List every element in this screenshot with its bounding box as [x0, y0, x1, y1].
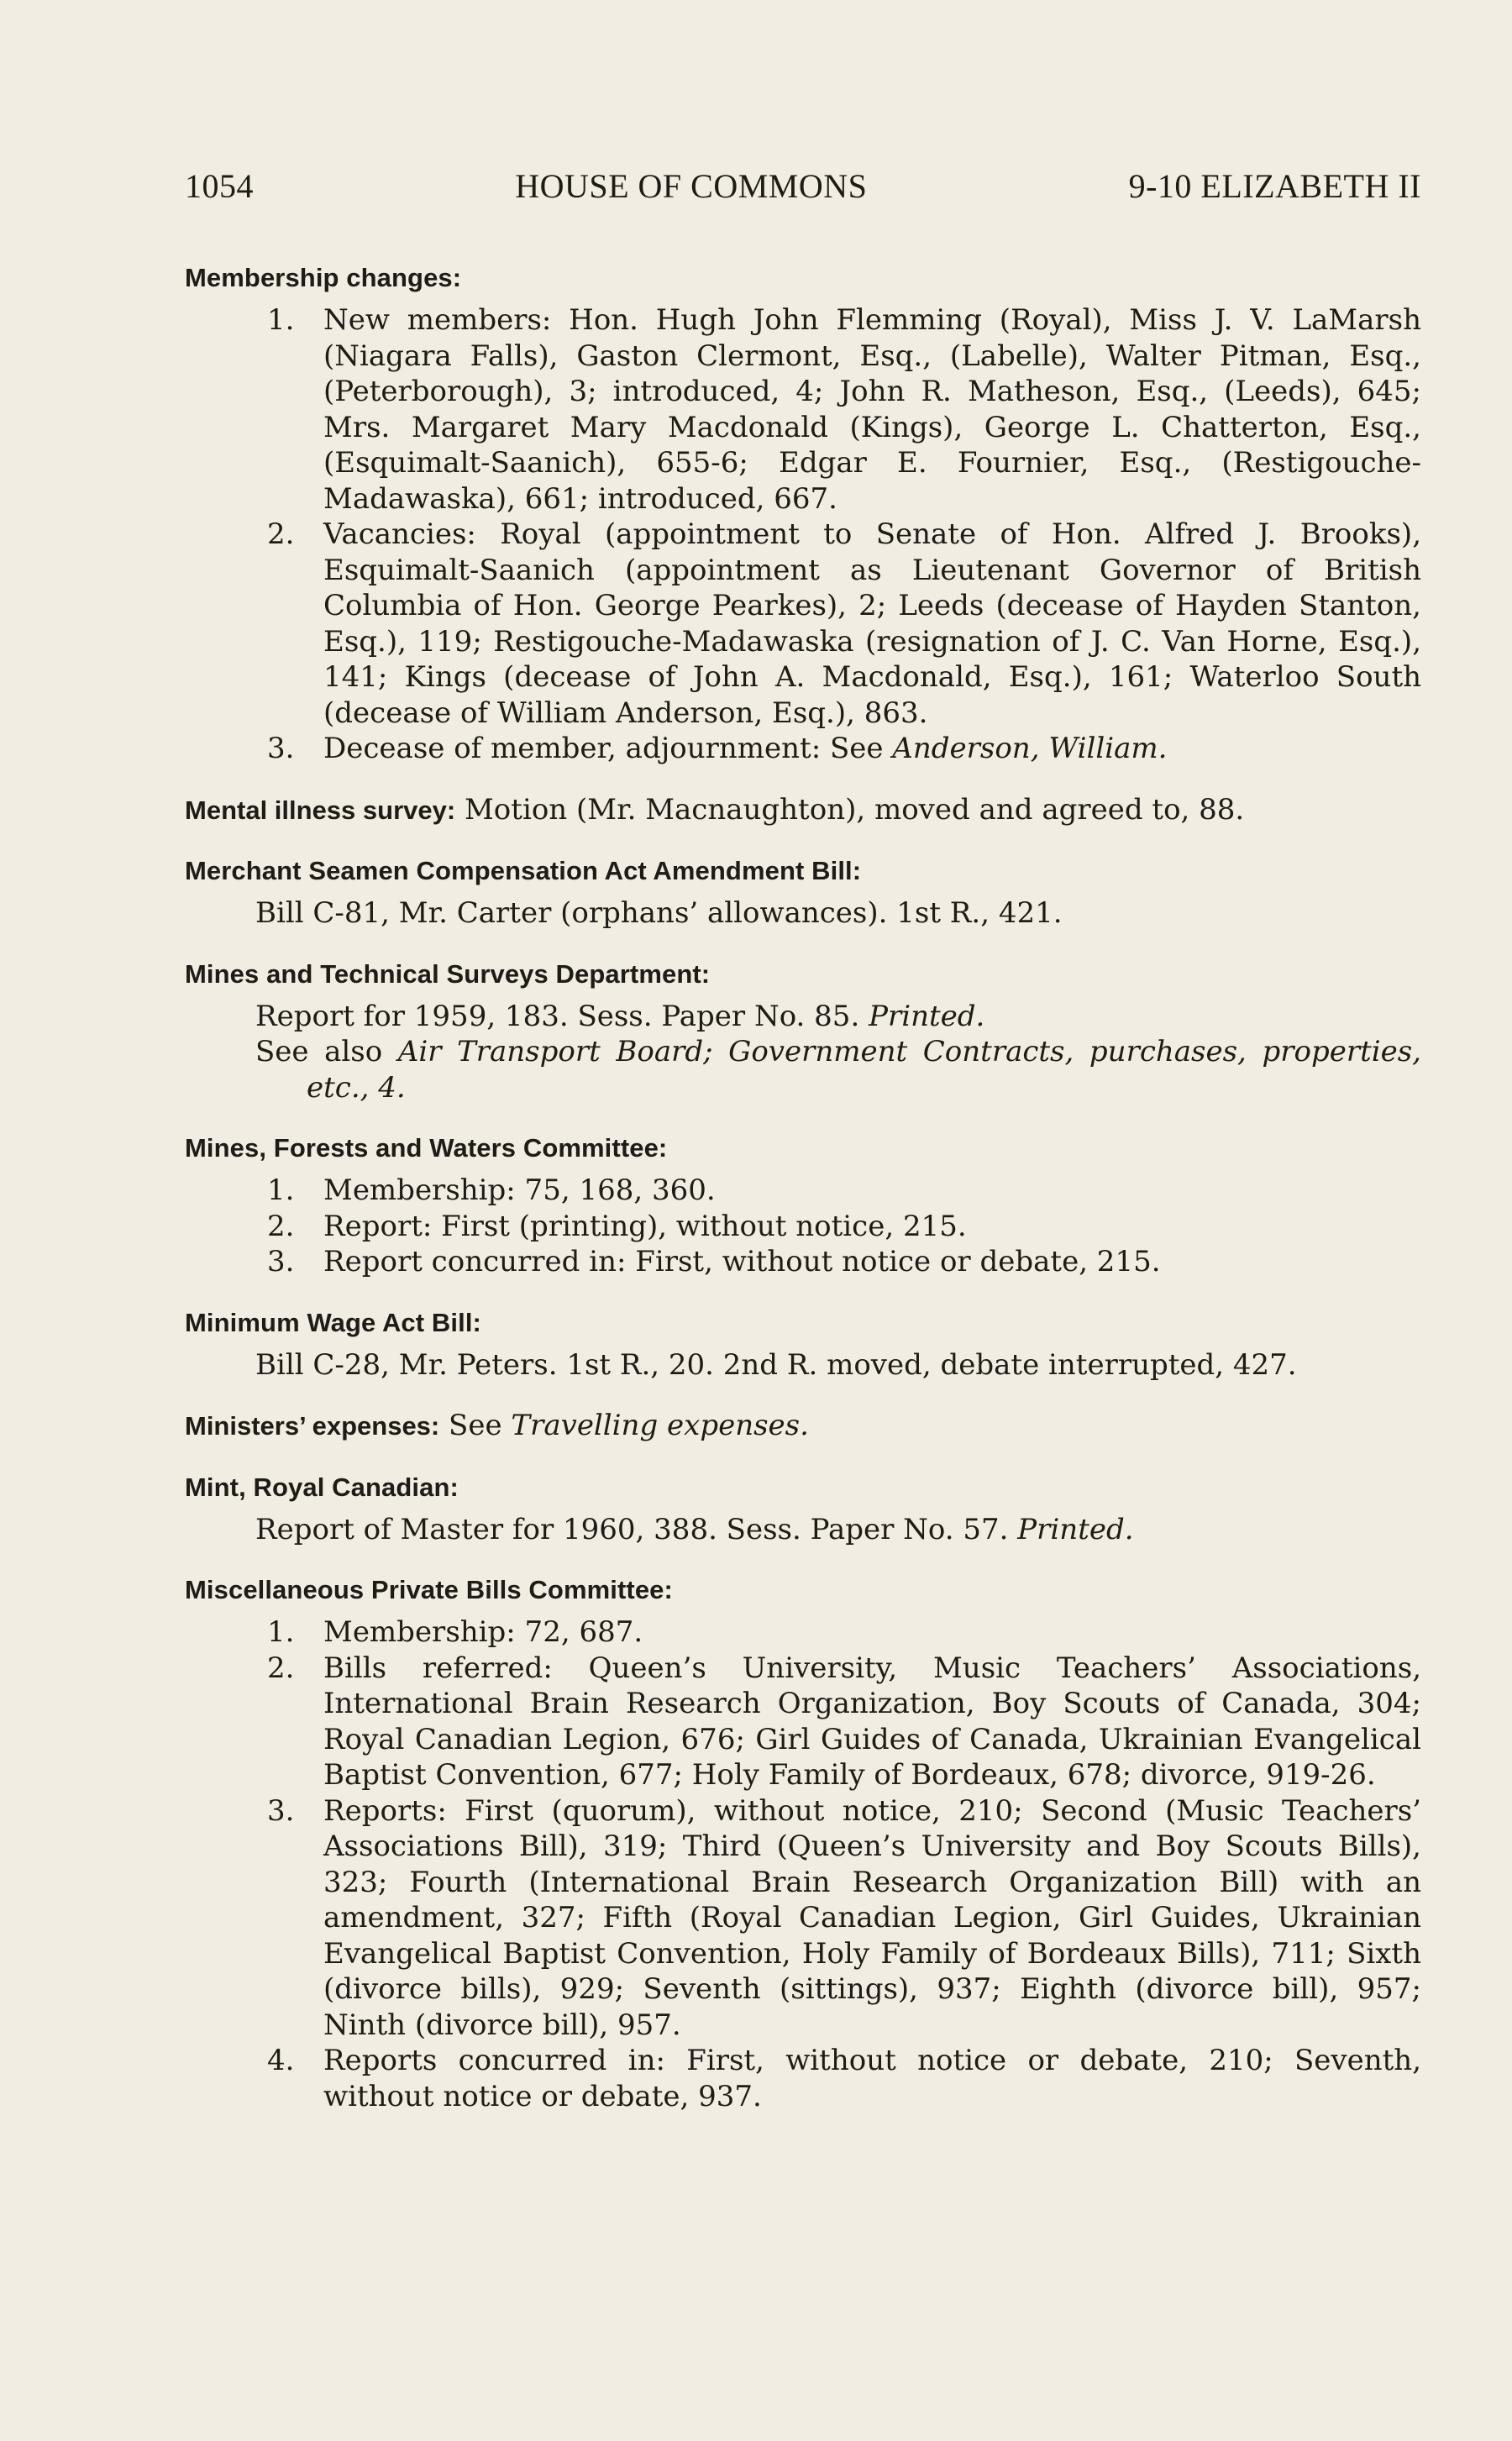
list-item: 1. New members: Hon. Hugh John Flemming (Royal), Miss J. V. LaMarsh (Niagara Falls), Gaston Clermont, Esq., (Labelle), Walter Pitman, Esq., (Peterborough), 3; introduced, 4; John R. Matheson, Esq., (Leeds), 645; Mrs. Margaret Mary Macdonald (Kings), George L. Chatterton, Esq., (Esquimalt-Saanich), 655-6; Edgar E. Fournier, Esq., (Restigouche-Madawaska), 661; introduced, 667.: [267, 303, 1421, 516]
entry-merchant-seamen: [185, 853, 1421, 932]
header-title: HOUSE OF COMMONS: [515, 167, 868, 205]
header-regnal-year: 9-10 ELIZABETH II: [1128, 167, 1421, 205]
entry-items: [185, 1614, 1421, 2114]
entry-mines-technical-surveys: [185, 957, 1421, 1106]
entry-membership-changes: [185, 260, 1421, 767]
entry-items: [185, 1173, 1421, 1280]
list-item: 3. Decease of member, adjournment: See Anderson, William.: [267, 732, 1168, 765]
list-item: 1. Membership: 75, 168, 360.: [267, 1173, 716, 1207]
entry-heading: Ministers’ expenses:: [185, 1411, 440, 1441]
entry-heading: Miscellaneous Private Bills Committee:: [185, 1575, 673, 1604]
entry-heading: Membership changes:: [185, 263, 462, 292]
entry-line: Report of Master for 1960, 388. Sess. Paper No. 57. Printed.: [255, 1512, 1134, 1546]
entry-heading: Merchant Seamen Compensation Act Amendment Bill:: [185, 856, 862, 885]
entry-see-also: See also Air Transport Board; Government Contracts, purchases, properties, etc., 4.: [255, 1035, 1421, 1105]
list-item: 4. Reports concurred in: First, without notice or debate, 210; Seventh, without notice or debate, 937.: [267, 2044, 1421, 2113]
entry-heading: Mines, Forests and Waters Committee:: [185, 1133, 668, 1163]
list-item: 3. Reports: First (quorum), without notice, 210; Second (Music Teachers’ Associations Bill), 319; Third (Queen’s University and Boy Scouts Bills), 323; Fourth (International Brain Research Organization Bill) with an amendment, 327; Fifth (Royal Canadian Legion, Girl Guides, Ukrainian Evangelical Baptist Convention, Holy Family of Bordeaux Bills), 711; Sixth (divorce bills), 929; Seventh (sittings), 937; Eighth (divorce bill), 957; Ninth (divorce bill), 957.: [267, 1793, 1421, 2042]
list-item: 1. Membership: 72, 687.: [267, 1615, 643, 1649]
index-content: [185, 260, 1421, 2139]
entry-text: Motion (Mr. Macnaughton), moved and agreed to, 88.: [455, 792, 1245, 827]
entry-mental-illness-survey: [185, 792, 1421, 829]
entry-line: Report for 1959, 183. Sess. Paper No. 85. Printed.: [255, 999, 985, 1033]
list-item: 2. Vacancies: Royal (appointment to Senate of Hon. Alfred J. Brooks), Esquimalt-Saanich (appointment as Lieutenant Governor of British Columbia of Hon. George Pearkes), 2; Leeds (decease of Hayden Stanton, Esq.), 119; Restigouche-Madawaska (resignation of J. C. Van Horne, Esq.), 141; Kings (decease of John A. Macdonald, Esq.), 161; Waterloo South (decease of William Anderson, Esq.), 863.: [267, 517, 1421, 730]
entry-heading: Mint, Royal Canadian:: [185, 1472, 459, 1502]
entry-misc-private-bills: [185, 1572, 1421, 2114]
entry-minimum-wage: [185, 1305, 1421, 1383]
entry-mint-royal-canadian: [185, 1470, 1421, 1548]
entry-items: [185, 302, 1421, 767]
entry-heading: Minimum Wage Act Bill:: [185, 1307, 481, 1337]
list-item: 3. Report concurred in: First, without notice or debate, 215.: [267, 1245, 1161, 1278]
entry-heading: Mines and Technical Surveys Department:: [185, 958, 711, 989]
page-number: 1054: [185, 167, 254, 205]
running-header: [185, 166, 1421, 206]
entry-heading: Mental illness survey:: [185, 795, 456, 825]
entry-line: Bill C-81, Mr. Carter (orphans’ allowances). 1st R., 421.: [255, 896, 1063, 930]
entry-mines-forests-waters: [185, 1131, 1421, 1280]
list-item: 2. Bills referred: Queen’s University, Music Teachers’ Associations, International Brain Research Organization, Boy Scouts of Canada, 304; Royal Canadian Legion, 676; Girl Guides of Canada, Ukrainian Evangelical Baptist Convention, 677; Holy Family of Bordeaux, 678; divorce, 919-26.: [267, 1651, 1421, 1792]
entry-line: Bill C-28, Mr. Peters. 1st R., 20. 2nd R. moved, debate interrupted, 427.: [255, 1347, 1297, 1382]
entry-ministers-expenses: Ministers’ expenses: See Travelling expenses.: [185, 1409, 809, 1442]
list-item: 2. Report: First (printing), without notice, 215.: [267, 1209, 967, 1243]
